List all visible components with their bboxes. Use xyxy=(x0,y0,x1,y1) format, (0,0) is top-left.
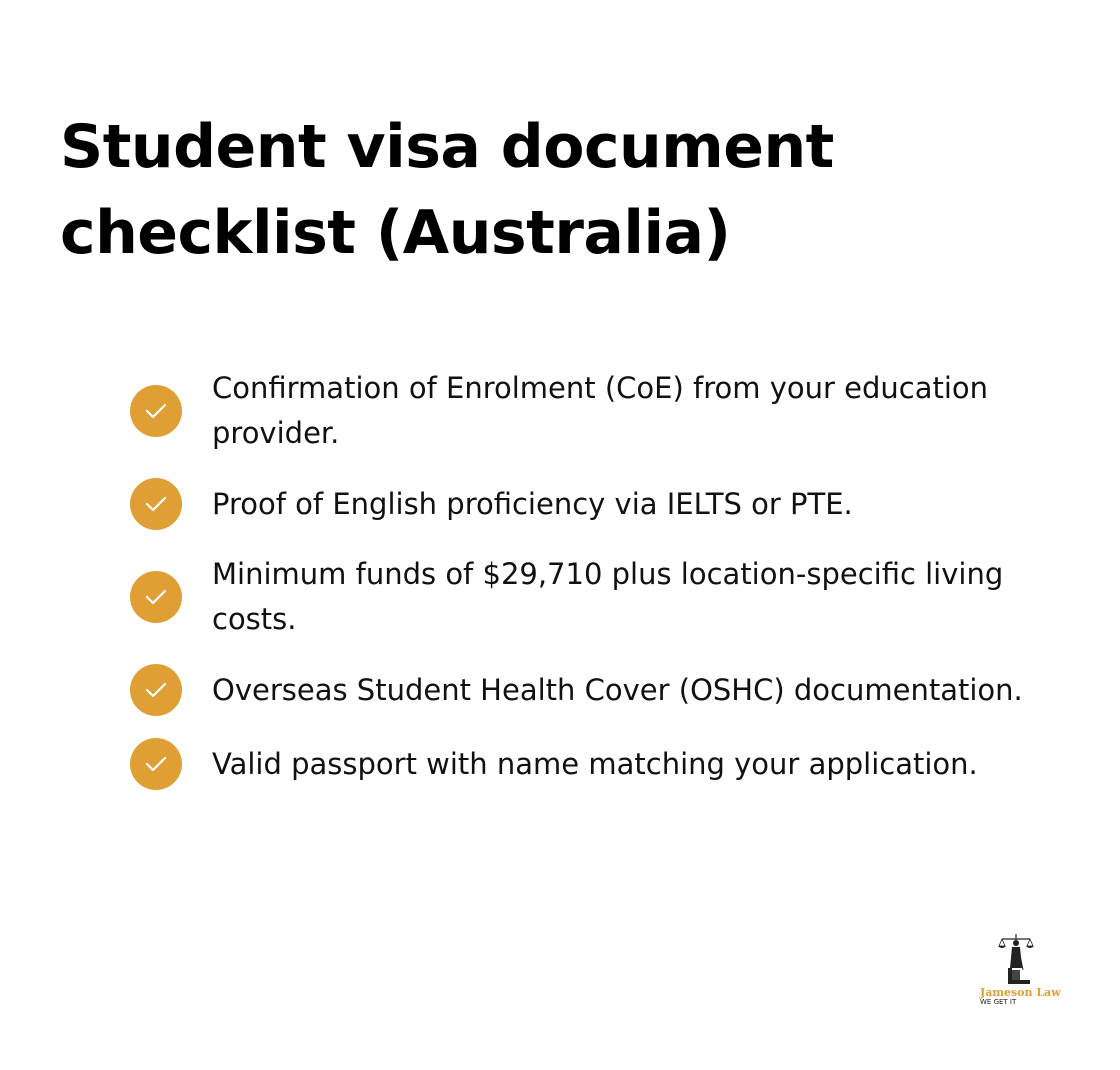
checklist-item xyxy=(130,478,1060,530)
logo-name: Jameson Law xyxy=(980,986,1061,999)
check-icon xyxy=(130,738,182,790)
checklist-item-text: Confirmation of Enrolment (CoE) from your education provider. xyxy=(212,371,989,450)
justice-statue-icon xyxy=(996,930,1036,986)
checklist-item xyxy=(130,664,1060,716)
jameson-law-logo xyxy=(976,930,1066,1010)
check-icon xyxy=(130,478,182,530)
checklist-item-text: Proof of English proficiency via IELTS or PTE. xyxy=(212,486,853,521)
logo-tagline: WE GET IT xyxy=(980,998,1017,1006)
page-title: Student visa document checklist (Australia) xyxy=(60,112,834,268)
checklist-item xyxy=(130,552,1060,642)
checklist-item-text: Valid passport with name matching your application. xyxy=(212,746,978,781)
check-icon xyxy=(130,664,182,716)
check-icon xyxy=(130,385,182,437)
check-icon xyxy=(130,571,182,623)
checklist-item xyxy=(130,738,1060,790)
checklist-item xyxy=(130,366,1060,456)
checklist-item-text: Overseas Student Health Cover (OSHC) documentation. xyxy=(212,672,1023,707)
checklist-item-text: Minimum funds of $29,710 plus location-specific living costs. xyxy=(212,557,1004,636)
document-checklist xyxy=(130,366,1060,812)
